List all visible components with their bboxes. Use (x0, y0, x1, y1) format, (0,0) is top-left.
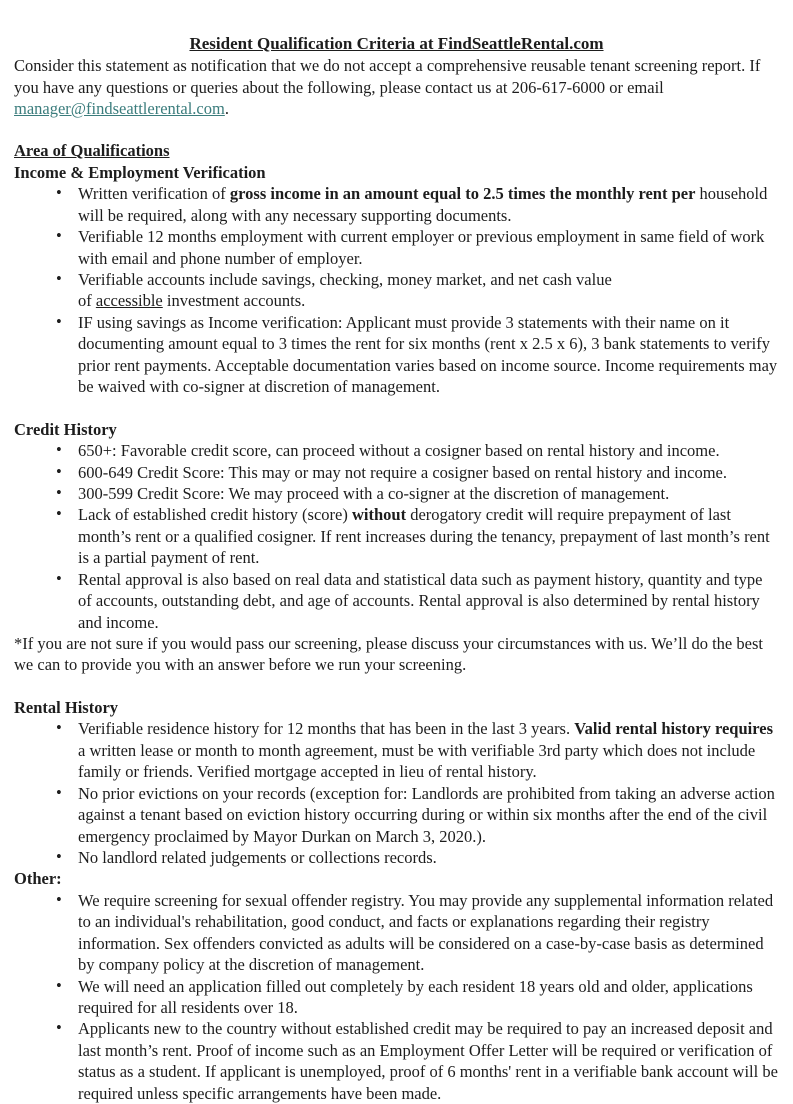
list-item: • Verifiable residence history for 12 months that has been in the last 3 years. Valid rental history requires a written lease or month to month agreement, must be with verifiable 3rd party which does not include family or friends. Verified mortgage accepted in lieu of rental history. (48, 718, 779, 782)
rental-list (14, 718, 779, 868)
list-item: • We will need an application filled out completely by each resident 18 years old and older, applications required for all residents over 18. (48, 976, 779, 1019)
list-item: • Verifiable accounts include savings, checking, money market, and net cash value of accessible investment accounts. (48, 269, 779, 312)
list-item: • Lack of established credit history (score) without derogatory credit will require prepayment of last month’s rent or a qualified cosigner. If rent increases during the tenancy, prepayment of last month’s rent is a partial payment of rent. (48, 504, 779, 568)
list-item: • No prior evictions on your records (exception for: Landlords are prohibited from taking an adverse action against a tenant based on eviction history occurring during or within six months after the end of the civil emergency proclaimed by Mayor Durkan on March 3, 2020.). (48, 783, 779, 847)
intro-period: . (224, 98, 229, 118)
other-list (14, 890, 779, 1104)
list-item: • 600-649 Credit Score: This may or may not require a cosigner based on rental history and income. (48, 462, 779, 483)
screening-note: *If you are not sure if you would pass our screening, please discuss your circumstances with us. We’ll do the best we can to provide you with an answer before we run your screening. (14, 634, 763, 675)
list-item: • Applicants new to the country without established credit may be required to pay an increased deposit and last month’s rent. Proof of income such as an Employment Offer Letter will be required or verification of status as a student. If applicant is unemployed, proof of 6 months' rent in a verifiable bank account will be required unless specific arrangements have been made. (48, 1018, 779, 1104)
list-item: • Rental approval is also based on real data and statistical data such as payment history, quantity and type of accounts, outstanding debt, and age of accounts. Rental approval is also determined by rental history and income. (48, 569, 779, 633)
area-of-qualifications-heading: Area of Qualifications (14, 141, 170, 161)
list-item: • IF using savings as Income verification: Applicant must provide 3 statements with their name on it documenting amount equal to 3 times the rent for six months (rent x 2.5 x 6), 3 bank statements to verify prior rent payments. Acceptable documentation varies based on income source. Income requirements may be waived with co-signer at discretion of management. (48, 312, 779, 398)
list-item: • Verifiable 12 months employment with current employer or previous employment in same field of work with email and phone number of employer. (48, 226, 779, 269)
list-item: • We require screening for sexual offender registry. You may provide any supplemental information related to an individual's rehabilitation, good conduct, and facts or explanations regarding their registry information. Sex offenders convicted as adults will be considered on a case-by-case basis as determined by company policy at the discretion of management. (48, 890, 779, 976)
intro-text: Consider this statement as notification that we do not accept a comprehensive reusable tenant screening report. If you have any questions or queries about the following, please contact us at 206-617-6000 or email (14, 56, 761, 97)
list-item: • 650+: Favorable credit score, can proceed without a cosigner based on rental history and income. (48, 440, 779, 461)
intro-paragraph (14, 55, 779, 119)
credit-list (14, 440, 779, 633)
income-employment-heading: Income & Employment Verification (14, 162, 266, 182)
other-heading: Other: (14, 869, 62, 889)
email-link[interactable]: manager@findseattlerental.com (14, 98, 225, 118)
list-item: • No landlord related judgements or collections records. (48, 847, 779, 868)
rental-history-heading: Rental History (14, 697, 119, 717)
list-item: • Written verification of gross income in an amount equal to 2.5 times the monthly rent per household will be required, along with any necessary supporting documents. (48, 183, 779, 226)
page-title: Resident Qualification Criteria at FindSeattleRental.com (189, 34, 604, 53)
income-list (14, 183, 779, 397)
credit-history-heading: Credit History (14, 419, 117, 439)
list-item: • 300-599 Credit Score: We may proceed with a co-signer at the discretion of management. (48, 483, 779, 504)
